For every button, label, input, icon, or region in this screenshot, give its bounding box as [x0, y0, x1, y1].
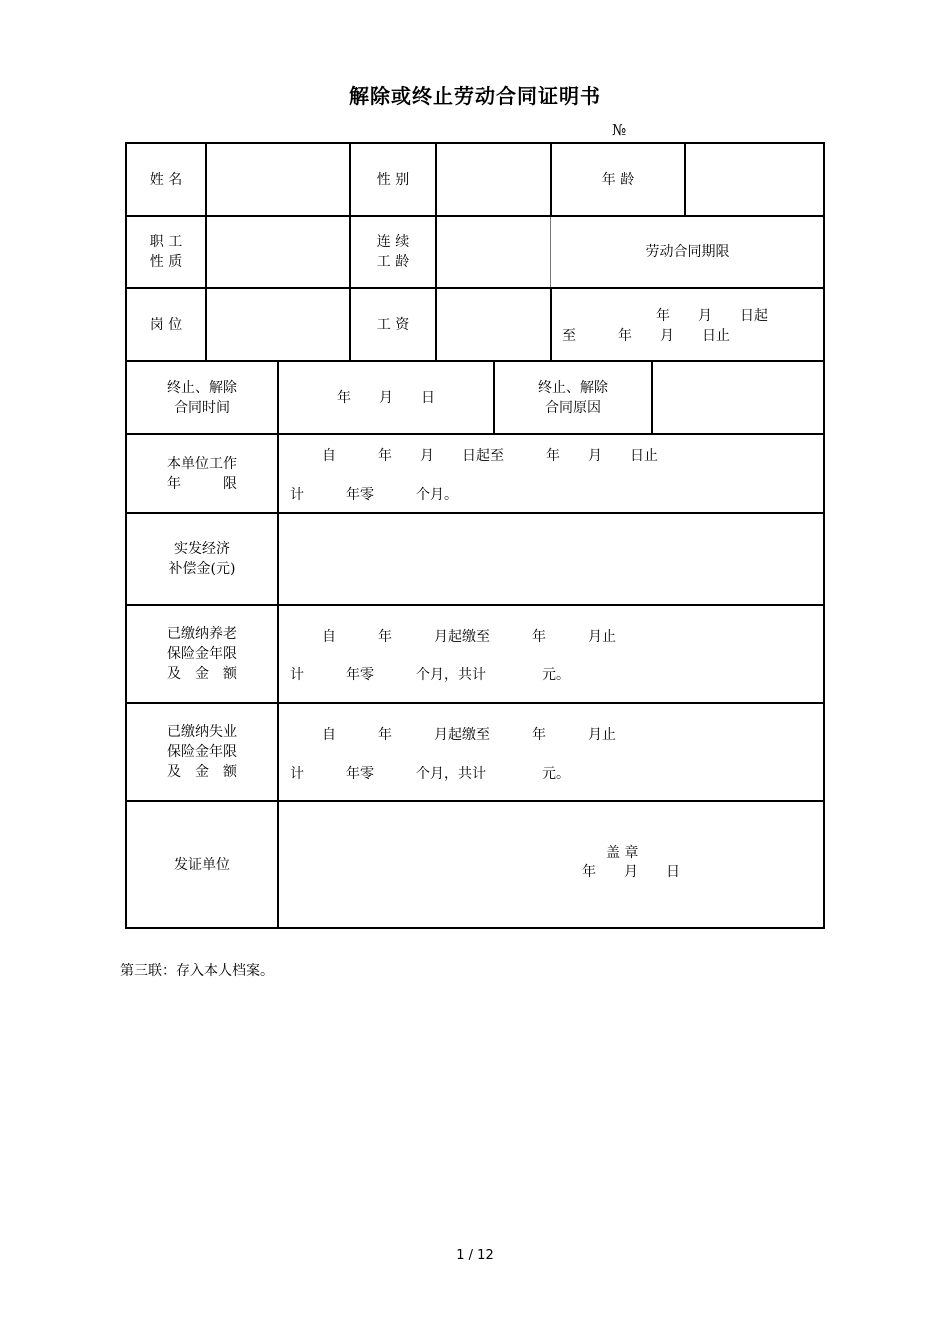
- pension-label-line1: 已缴纳养老: [167, 626, 237, 642]
- job-nature-value[interactable]: [207, 217, 349, 287]
- table-border-right: [823, 142, 825, 929]
- end-time-label-line2: 合同时间: [174, 399, 230, 416]
- seniority-label: [351, 217, 435, 287]
- end-reason-value[interactable]: [653, 362, 823, 433]
- pension-label: [127, 606, 277, 702]
- column-divider: [550, 217, 551, 288]
- compensation-value[interactable]: [279, 514, 823, 604]
- seniority-label-line1: 连 续: [376, 234, 410, 250]
- end-reason-label: [495, 362, 651, 433]
- unemployment-label-line3: 及 金 额: [167, 764, 237, 780]
- name-label: 姓 名: [149, 171, 183, 188]
- work-years-label-line1: 本单位工作: [167, 455, 237, 472]
- pension-label-line2: 保险金年限: [167, 646, 237, 662]
- end-date-value[interactable]: 年 月 日: [337, 389, 435, 406]
- unemployment-period[interactable]: 自 年 月起缴至 年 月止: [322, 727, 616, 743]
- compensation-label-line1: 实发经济: [174, 541, 230, 557]
- post-value[interactable]: [207, 289, 349, 360]
- unemployment-label-line2: 保险金年限: [167, 744, 237, 760]
- pension-period[interactable]: 自 年 月起缴至 年 月止: [322, 629, 616, 645]
- salary-label: 工 资: [376, 316, 410, 333]
- pension-total[interactable]: 计 年零 个月，共计 元。: [290, 667, 570, 683]
- job-nature-label: [127, 217, 205, 287]
- issue-date[interactable]: 年 月 日: [582, 864, 680, 880]
- contract-term-from: 年 月 日起: [656, 308, 768, 324]
- salary-value[interactable]: [437, 289, 550, 360]
- post-label: 岗 位: [149, 316, 183, 333]
- compensation-label-line2: 补偿金(元): [168, 561, 236, 577]
- job-nature-label-line2: 性 质: [149, 254, 183, 270]
- contract-term-to: 至 年 月 日止: [562, 328, 730, 344]
- table-border-bottom: [125, 927, 825, 929]
- age-value[interactable]: [686, 144, 823, 215]
- name-value[interactable]: [207, 144, 349, 215]
- age-label: 年 龄: [601, 171, 635, 188]
- issuing-unit-label: 发证单位: [174, 856, 230, 873]
- end-time-label: [127, 362, 277, 433]
- end-time-label-line1: 终止、解除: [167, 379, 237, 396]
- work-years-total[interactable]: 计 年零 个月。: [290, 487, 458, 503]
- end-reason-label-line2: 合同原因: [545, 399, 601, 416]
- page-number: 1 / 12: [456, 1248, 494, 1263]
- seal-label: 盖 章: [606, 845, 639, 861]
- work-years-label-line2: 年 限: [167, 475, 237, 492]
- footer-note: 第三联：存入本人档案。: [120, 963, 274, 979]
- work-years-period[interactable]: 自 年 月 日起至 年 月 日止: [322, 448, 658, 464]
- compensation-label: [127, 514, 277, 604]
- work-years-label: [127, 435, 277, 512]
- seniority-value[interactable]: [437, 217, 550, 287]
- label-column-divider: [277, 360, 279, 929]
- job-nature-label-line1: 职 工: [149, 234, 183, 250]
- column-divider: [550, 287, 552, 361]
- gender-label: 性 别: [376, 171, 410, 188]
- pension-label-line3: 及 金 额: [167, 666, 237, 682]
- document-title: 解除或终止劳动合同证明书: [349, 84, 601, 108]
- end-reason-label-line1: 终止、解除: [538, 379, 608, 396]
- gender-value[interactable]: [437, 144, 550, 215]
- seniority-label-line2: 工 龄: [376, 254, 410, 270]
- unemployment-total[interactable]: 计 年零 个月，共计 元。: [290, 766, 570, 782]
- unemployment-label: [127, 704, 277, 800]
- number-label: №: [612, 121, 627, 139]
- contract-term-label: 劳动合同期限: [645, 244, 730, 260]
- unemployment-label-line1: 已缴纳失业: [167, 724, 237, 740]
